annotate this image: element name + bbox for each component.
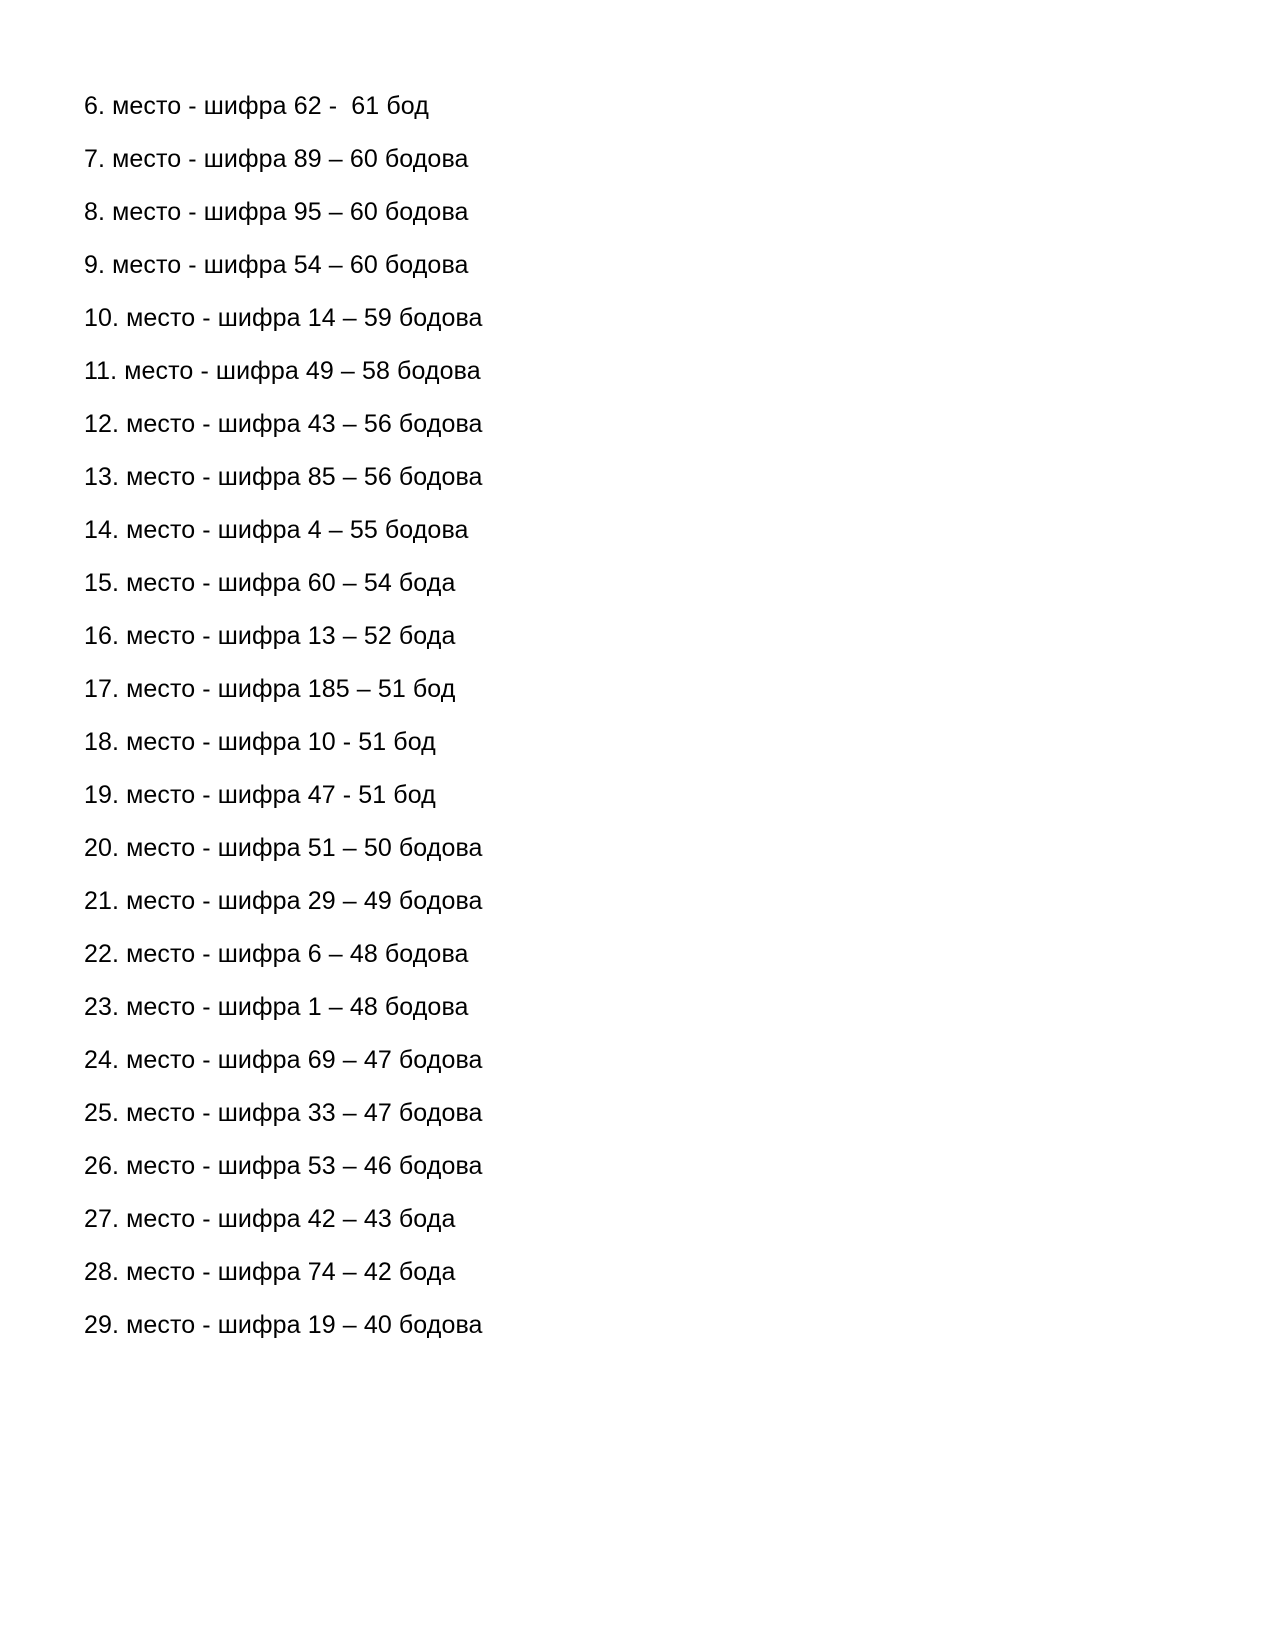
result-line: 18. место - шифра 10 - 51 бод — [84, 728, 436, 756]
result-line: 23. место - шифра 1 – 48 бодова — [84, 993, 469, 1021]
result-line: 22. место - шифра 6 – 48 бодова — [84, 940, 469, 968]
result-line: 13. место - шифра 85 – 56 бодова — [84, 463, 483, 491]
result-line: 15. место - шифра 60 – 54 бода — [84, 569, 456, 597]
result-line: 10. место - шифра 14 – 59 бодова — [84, 304, 483, 332]
result-line: 14. место - шифра 4 – 55 бодова — [84, 516, 469, 544]
result-line: 17. место - шифра 185 – 51 бод — [84, 675, 456, 703]
result-line: 25. место - шифра 33 – 47 бодова — [84, 1099, 483, 1127]
result-line: 26. место - шифра 53 – 46 бодова — [84, 1152, 483, 1180]
result-line: 9. место - шифра 54 – 60 бодова — [84, 251, 469, 279]
result-line: 16. место - шифра 13 – 52 бода — [84, 622, 456, 650]
result-line: 11. место - шифра 49 – 58 бодова — [84, 357, 481, 385]
result-line: 6. место - шифра 62 - 61 бод — [84, 92, 429, 120]
result-line: 29. место - шифра 19 – 40 бодова — [84, 1311, 483, 1339]
result-line: 19. место - шифра 47 - 51 бод — [84, 781, 436, 809]
result-line: 27. место - шифра 42 – 43 бода — [84, 1205, 456, 1233]
results-list — [84, 91, 483, 1363]
result-line: 28. место - шифра 74 – 42 бода — [84, 1258, 456, 1286]
result-line: 20. место - шифра 51 – 50 бодова — [84, 834, 483, 862]
result-line: 12. место - шифра 43 – 56 бодова — [84, 410, 483, 438]
result-line: 8. место - шифра 95 – 60 бодова — [84, 198, 469, 226]
result-line: 21. место - шифра 29 – 49 бодова — [84, 887, 483, 915]
result-line: 7. место - шифра 89 – 60 бодова — [84, 145, 469, 173]
result-line: 24. место - шифра 69 – 47 бодова — [84, 1046, 483, 1074]
